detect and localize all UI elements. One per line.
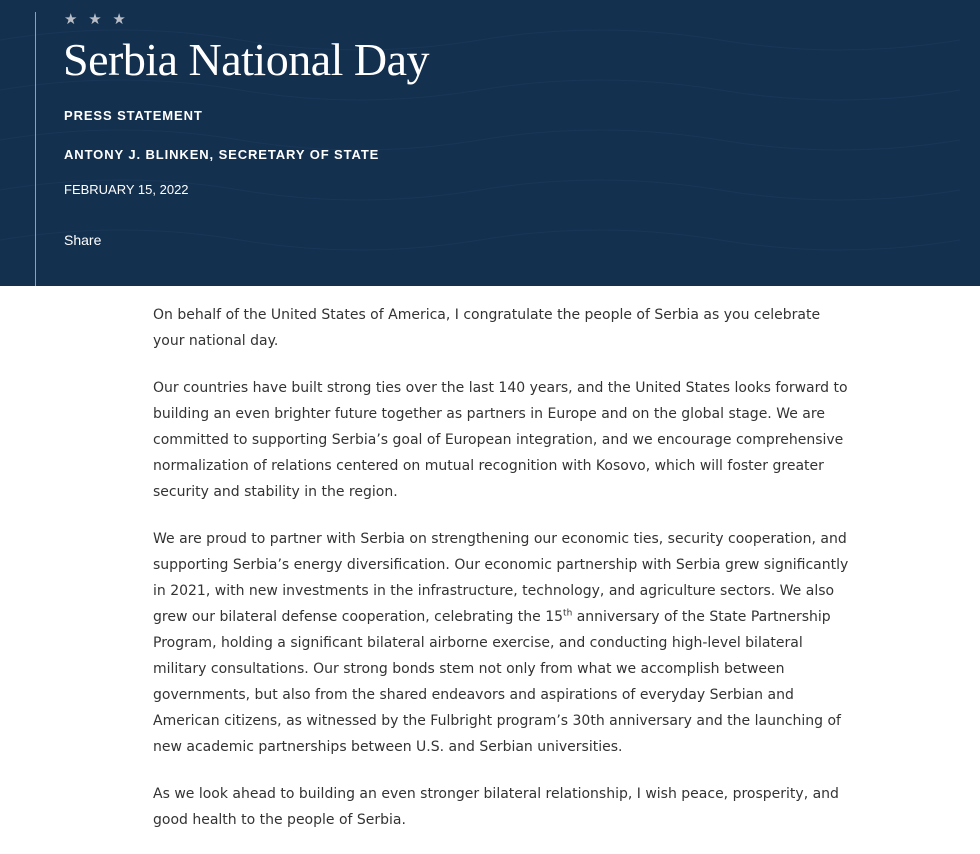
paragraph-3 (153, 526, 853, 760)
paragraph-3-part-1: We are proud to partner with Serbia on strengthening our economic ties, security cooperation, and supporting Serbia’s energy diversification. Our economic partnership with Serbia grew significantly in 2021, with new investments in the infrastructure, technology, and agriculture sectors. We also grew our bilateral defense cooperation, celebrating the 15 (153, 531, 849, 625)
banner-divider (35, 12, 36, 286)
page-banner (0, 0, 980, 286)
paragraph-1: On behalf of the United States of America, I congratulate the people of Serbia as you celebrate your national day. (153, 307, 821, 349)
author-byline: ANTONY J. BLINKEN, SECRETARY OF STATE (64, 147, 380, 162)
paragraph-2: Our countries have built strong ties over the last 140 years, and the United States looks forward to building an even brighter future together as partners in Europe and on the global stage. We are committed to supporting Serbia’s goal of European integration, and we encourage comprehensive normalization of relations centered on mutual recognition with Kosovo, which will foster greater security and stability in the region. (153, 380, 848, 500)
publish-date: FEBRUARY 15, 2022 (64, 182, 189, 197)
stars-icon: ★ ★ ★ (64, 10, 129, 28)
statement-type: PRESS STATEMENT (64, 108, 203, 123)
paragraph-4: As we look ahead to building an even stronger bilateral relationship, I wish peace, prosperity, and good health to the people of Serbia. (153, 786, 839, 828)
share-button[interactable]: Share (64, 232, 102, 248)
ordinal-superscript: th (563, 608, 573, 619)
statement-body (153, 302, 853, 854)
page-title: Serbia National Day (63, 34, 430, 85)
paragraph-3-part-2: anniversary of the State Partnership Program, holding a significant bilateral airborne exercise, and conducting high-level bilateral military consultations. Our strong bonds stem not only from what we accomplish between governments, but also from the shared endeavors and aspirations of everyday Serbian and American citizens, as witnessed by the Fulbright program’s 30th anniversary and the launching of new academic partnerships between U.S. and Serbian universities. (153, 609, 841, 755)
